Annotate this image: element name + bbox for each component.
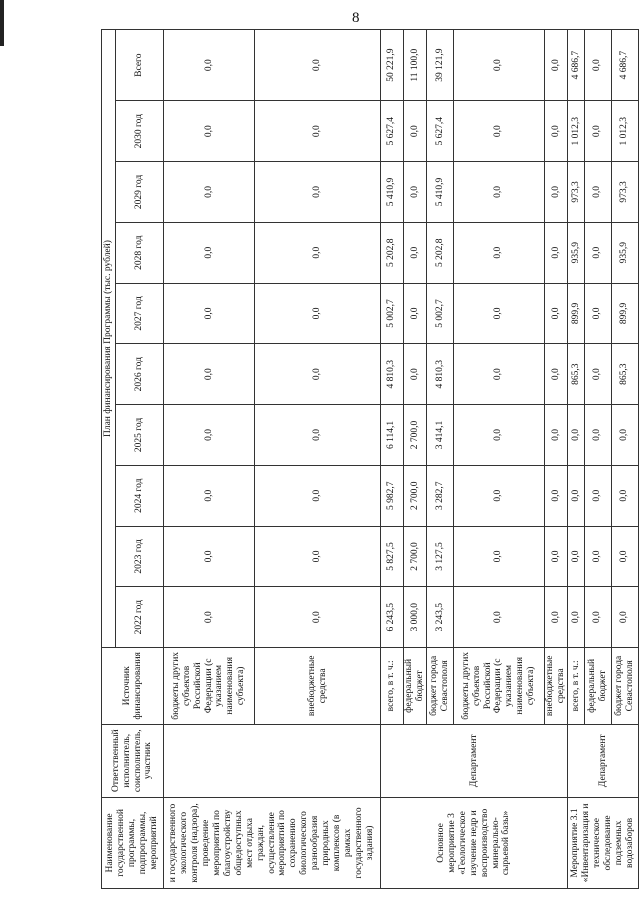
responsible-cell: Департамент bbox=[381, 724, 568, 797]
value-cell: 5 827,5 bbox=[381, 526, 404, 587]
value-cell: 0,0 bbox=[544, 222, 568, 283]
page-number: 8 bbox=[352, 10, 360, 26]
source-cell: федеральный бюджет bbox=[403, 648, 427, 724]
value-cell: 0,0 bbox=[568, 465, 585, 526]
header-responsible: Ответственный исполнитель, соисполнитель, участник bbox=[102, 724, 164, 797]
value-cell: 0,0 bbox=[611, 405, 638, 466]
program-name-cell: и государственного экологического контроля (надзора), проведение мероприятий по благоустройству общедоступных мест отдыха граждан, осуществление мероприятий по сохранению биологического разнообразия природных комплексов (в рамках государственного задания) bbox=[164, 797, 381, 888]
value-cell: 935,9 bbox=[568, 222, 585, 283]
value-cell: 0,0 bbox=[544, 405, 568, 466]
value-cell: 0,0 bbox=[544, 344, 568, 405]
value-cell: 0,0 bbox=[164, 101, 255, 162]
value-cell: 4 810,3 bbox=[427, 344, 454, 405]
table-row bbox=[381, 30, 404, 889]
value-cell: 0,0 bbox=[254, 405, 380, 466]
value-cell: 1 012,3 bbox=[568, 101, 585, 162]
value-cell: 50 221,9 bbox=[381, 30, 404, 101]
value-cell: 2 700,0 bbox=[403, 405, 427, 466]
header-source: Источник финансирования bbox=[102, 648, 164, 724]
rotated-table-container bbox=[101, 29, 639, 889]
header-year: 2029 год bbox=[116, 162, 164, 223]
value-cell: 2 700,0 bbox=[403, 526, 427, 587]
value-cell: 5 982,7 bbox=[381, 465, 404, 526]
value-cell: 0,0 bbox=[584, 587, 611, 648]
value-cell: 0,0 bbox=[164, 526, 255, 587]
table-row bbox=[164, 30, 255, 889]
value-cell: 3 127,5 bbox=[427, 526, 454, 587]
value-cell: 4 686,7 bbox=[611, 30, 638, 101]
value-cell: 3 000,0 bbox=[403, 587, 427, 648]
value-cell: 0,0 bbox=[454, 30, 545, 101]
value-cell: 3 243,5 bbox=[427, 587, 454, 648]
value-cell: 5 202,8 bbox=[381, 222, 404, 283]
value-cell: 0,0 bbox=[584, 405, 611, 466]
value-cell: 0,0 bbox=[544, 30, 568, 101]
value-cell: 5 002,7 bbox=[381, 283, 404, 344]
value-cell: 0,0 bbox=[254, 587, 380, 648]
header-year: Всего bbox=[116, 30, 164, 101]
value-cell: 0,0 bbox=[254, 222, 380, 283]
program-name-cell: Мероприятие 3.1 «Инвентаризация и техническое обследование подземных водозаборов bbox=[568, 797, 639, 888]
value-cell: 0,0 bbox=[454, 344, 545, 405]
value-cell: 5 627,4 bbox=[381, 101, 404, 162]
responsible-cell bbox=[164, 724, 381, 797]
value-cell: 5 410,9 bbox=[427, 162, 454, 223]
value-cell: 1 012,3 bbox=[611, 101, 638, 162]
value-cell: 5 410,9 bbox=[381, 162, 404, 223]
value-cell: 0,0 bbox=[454, 465, 545, 526]
value-cell: 3 282,7 bbox=[427, 465, 454, 526]
value-cell: 6 243,5 bbox=[381, 587, 404, 648]
value-cell: 0,0 bbox=[584, 162, 611, 223]
value-cell: 0,0 bbox=[544, 587, 568, 648]
value-cell: 5 002,7 bbox=[427, 283, 454, 344]
value-cell: 5 627,4 bbox=[427, 101, 454, 162]
source-cell: бюджет города Севастополя bbox=[611, 648, 638, 724]
value-cell: 0,0 bbox=[164, 587, 255, 648]
value-cell: 0,0 bbox=[544, 101, 568, 162]
value-cell: 0,0 bbox=[254, 101, 380, 162]
value-cell: 0,0 bbox=[544, 526, 568, 587]
value-cell: 0,0 bbox=[584, 526, 611, 587]
header-year: 2026 год bbox=[116, 344, 164, 405]
value-cell: 0,0 bbox=[164, 465, 255, 526]
value-cell: 0,0 bbox=[454, 526, 545, 587]
value-cell: 935,9 bbox=[611, 222, 638, 283]
value-cell: 0,0 bbox=[454, 222, 545, 283]
value-cell: 11 100,0 bbox=[403, 30, 427, 101]
table-row bbox=[568, 30, 585, 889]
value-cell: 0,0 bbox=[403, 162, 427, 223]
source-cell: внебюджетные средства bbox=[544, 648, 568, 724]
value-cell: 0,0 bbox=[544, 465, 568, 526]
header-year: 2024 год bbox=[116, 465, 164, 526]
value-cell: 2 700,0 bbox=[403, 465, 427, 526]
header-name: Наименование государственной программы, подпрограммы, мероприятий bbox=[102, 797, 164, 888]
header-year: 2030 год bbox=[116, 101, 164, 162]
value-cell: 0,0 bbox=[454, 405, 545, 466]
value-cell: 0,0 bbox=[584, 101, 611, 162]
header-year: 2028 год bbox=[116, 222, 164, 283]
value-cell: 0,0 bbox=[454, 283, 545, 344]
binding-mark bbox=[0, 0, 4, 46]
source-cell: всего, в т. ч.: bbox=[381, 648, 404, 724]
value-cell: 0,0 bbox=[584, 283, 611, 344]
value-cell: 4 686,7 bbox=[568, 30, 585, 101]
source-cell: бюджет города Севастополя bbox=[427, 648, 454, 724]
value-cell: 0,0 bbox=[544, 283, 568, 344]
header-year: 2023 год bbox=[116, 526, 164, 587]
value-cell: 0,0 bbox=[164, 162, 255, 223]
value-cell: 0,0 bbox=[254, 465, 380, 526]
value-cell: 6 114,1 bbox=[381, 405, 404, 466]
header-year: 2025 год bbox=[116, 405, 164, 466]
header-year: 2022 год bbox=[116, 587, 164, 648]
source-cell: бюджеты других субъектов Российской Федерации (с указанием наименования субъекта) bbox=[454, 648, 545, 724]
value-cell: 0,0 bbox=[164, 283, 255, 344]
value-cell: 0,0 bbox=[164, 30, 255, 101]
value-cell: 0,0 bbox=[454, 101, 545, 162]
value-cell: 0,0 bbox=[254, 162, 380, 223]
value-cell: 865,3 bbox=[568, 344, 585, 405]
value-cell: 0,0 bbox=[254, 344, 380, 405]
value-cell: 0,0 bbox=[584, 222, 611, 283]
value-cell: 0,0 bbox=[403, 344, 427, 405]
responsible-cell: Департамент bbox=[568, 724, 639, 797]
value-cell: 973,3 bbox=[568, 162, 585, 223]
source-cell: федеральный бюджет bbox=[584, 648, 611, 724]
value-cell: 899,9 bbox=[611, 283, 638, 344]
value-cell: 0,0 bbox=[584, 465, 611, 526]
program-name-cell: Основное мероприятие 3 «Геологическое изучение недр и воспроизводство минерально-сырьевой базы» bbox=[381, 797, 568, 888]
value-cell: 899,9 bbox=[568, 283, 585, 344]
value-cell: 5 202,8 bbox=[427, 222, 454, 283]
value-cell: 0,0 bbox=[454, 162, 545, 223]
value-cell: 865,3 bbox=[611, 344, 638, 405]
value-cell: 0,0 bbox=[568, 587, 585, 648]
value-cell: 0,0 bbox=[568, 405, 585, 466]
value-cell: 0,0 bbox=[164, 222, 255, 283]
value-cell: 0,0 bbox=[403, 283, 427, 344]
value-cell: 0,0 bbox=[544, 162, 568, 223]
value-cell: 0,0 bbox=[164, 405, 255, 466]
value-cell: 39 121,9 bbox=[427, 30, 454, 101]
header-year: 2027 год bbox=[116, 283, 164, 344]
value-cell: 0,0 bbox=[403, 101, 427, 162]
value-cell: 0,0 bbox=[584, 30, 611, 101]
financing-table bbox=[101, 29, 639, 889]
value-cell: 0,0 bbox=[164, 344, 255, 405]
value-cell: 0,0 bbox=[611, 587, 638, 648]
value-cell: 0,0 bbox=[611, 465, 638, 526]
value-cell: 0,0 bbox=[254, 526, 380, 587]
value-cell: 0,0 bbox=[254, 283, 380, 344]
value-cell: 0,0 bbox=[568, 526, 585, 587]
value-cell: 0,0 bbox=[611, 526, 638, 587]
source-cell: бюджеты других субъектов Российской Федерации (с указанием наименования субъекта) bbox=[164, 648, 255, 724]
value-cell: 0,0 bbox=[584, 344, 611, 405]
value-cell: 0,0 bbox=[403, 222, 427, 283]
value-cell: 0,0 bbox=[454, 587, 545, 648]
value-cell: 3 414,1 bbox=[427, 405, 454, 466]
value-cell: 4 810,3 bbox=[381, 344, 404, 405]
value-cell: 0,0 bbox=[254, 30, 380, 101]
source-cell: всего, в т. ч.: bbox=[568, 648, 585, 724]
source-cell: внебюджетные средства bbox=[254, 648, 380, 724]
header-plan: План финансирования Программы (тыс. рублей) bbox=[102, 30, 116, 648]
value-cell: 973,3 bbox=[611, 162, 638, 223]
